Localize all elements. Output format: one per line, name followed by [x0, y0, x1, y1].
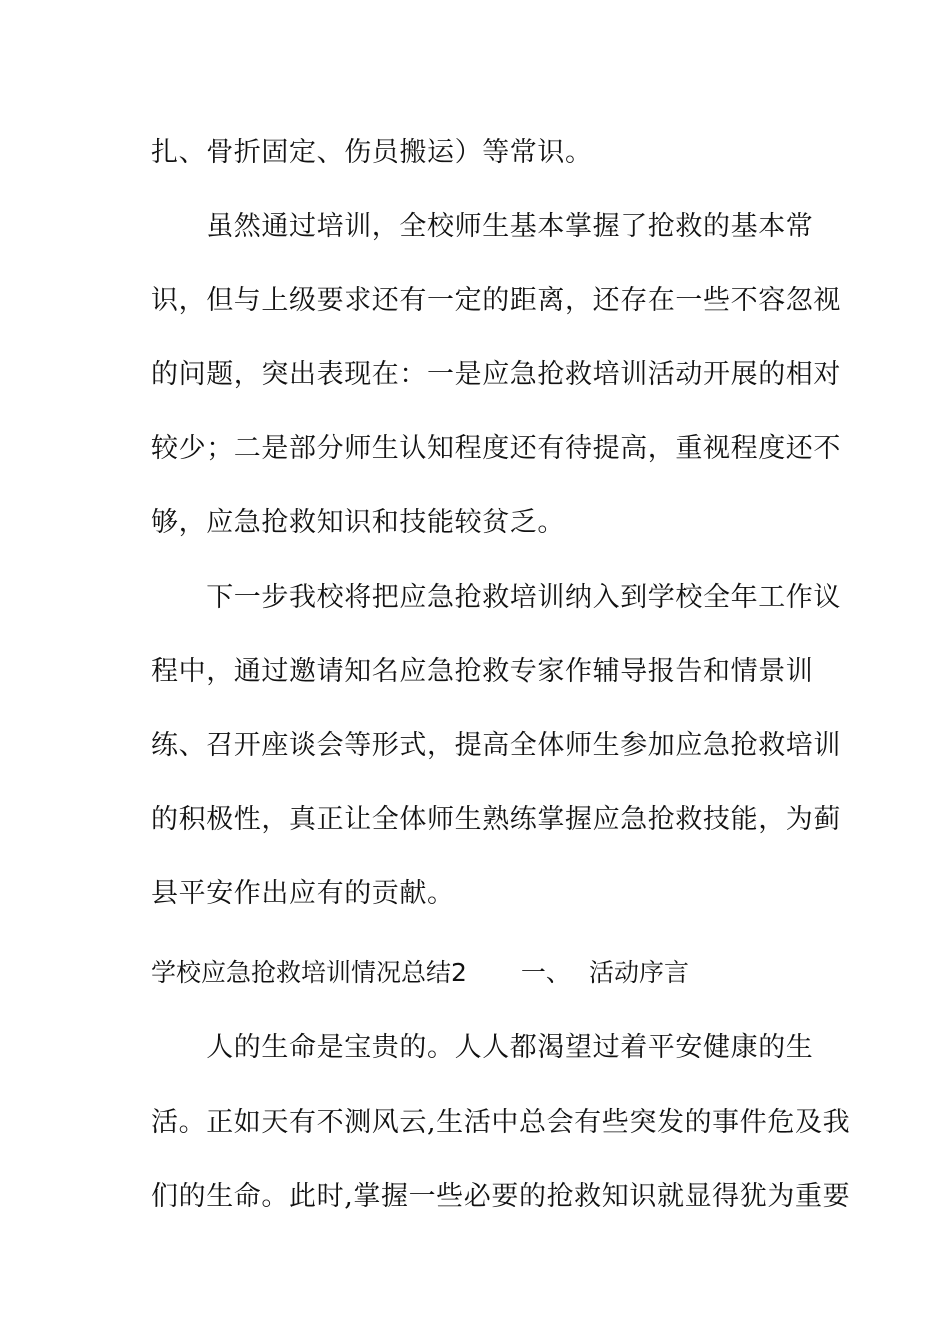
text-line: 练、召开座谈会等形式，提高全体师生参加应急抢救培训: [151, 730, 841, 761]
text-line: 识，但与上级要求还有一定的距离，还存在一些不容忽视: [151, 285, 841, 316]
text-line: 们的生命。此时,掌握一些必要的抢救知识就显得犹为重要: [151, 1181, 851, 1212]
text-line: 较少；二是部分师生认知程度还有待提高，重视程度还不: [151, 433, 841, 464]
text-line: 程中，通过邀请知名应急抢救专家作辅导报告和情景训: [151, 656, 814, 687]
text-line: 虽然通过培训，全校师生基本掌握了抢救的基本常: [151, 211, 814, 242]
text-line: 县平安作出应有的贡献。: [151, 878, 455, 909]
section-heading: [151, 956, 689, 990]
section-title: 学校应急抢救培训情况总结2: [151, 958, 467, 987]
text-line: 的积极性，真正让全体师生熟练掌握应急抢救技能，为蓟: [151, 804, 841, 835]
text-line: 人的生命是宝贵的。人人都渴望过着平安健康的生: [151, 1032, 814, 1063]
text-line: 扎、骨折固定、伤员搬运）等常识。: [151, 137, 593, 168]
text-line: 活。正如天有不测风云,生活中总会有些突发的事件危及我: [151, 1107, 851, 1138]
text-line: 下一步我校将把应急抢救培训纳入到学校全年工作议: [151, 582, 841, 613]
section-number: 一、: [520, 958, 571, 987]
section-label: 活动序言: [588, 958, 689, 987]
text-line: 够，应急抢救知识和技能较贫乏。: [151, 507, 565, 538]
text-line: 的问题，突出表现在：一是应急抢救培训活动开展的相对: [151, 359, 841, 390]
